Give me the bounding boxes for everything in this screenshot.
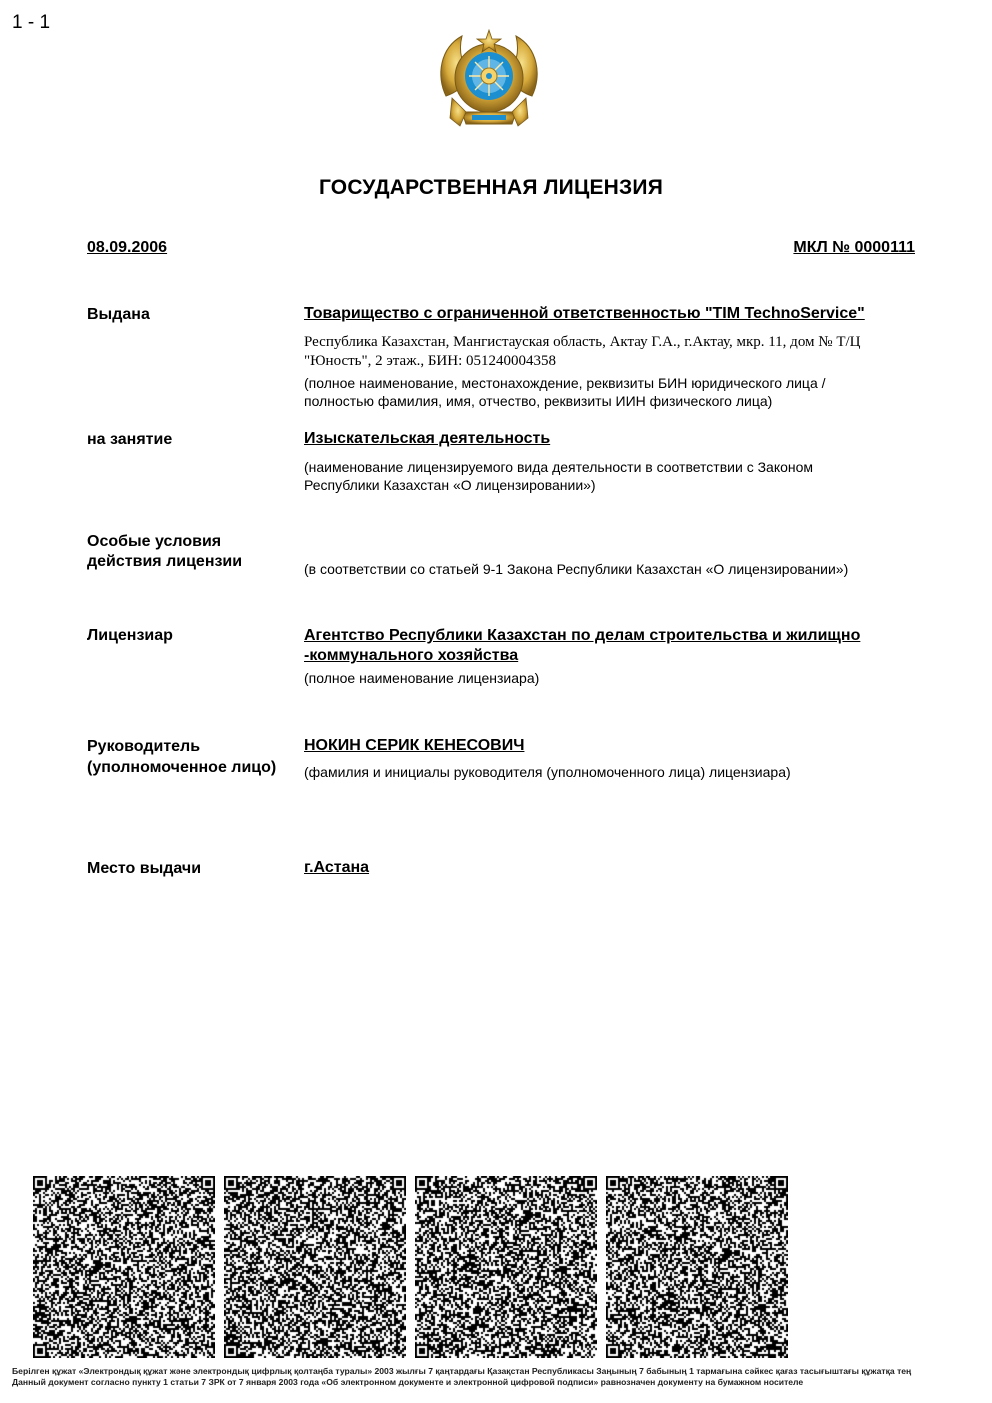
footer-legal-text — [12, 1366, 982, 1388]
issue-date: 08.09.2006 — [87, 239, 168, 256]
activity-value: Изыскательская деятельность — [304, 430, 551, 447]
page-number: 1 - 1 — [12, 12, 51, 33]
licensor-value-line1: Агентство Республики Казахстан по делам строительства и жилищно — [304, 627, 861, 644]
activity-label: на занятие — [87, 431, 173, 448]
footer-line2: Данный документ согласно пункту 1 статьи 7 ЗРК от 7 января 2003 года «Об электронном документе и электронной цифровой подписи» равнозначен документу на бумажном носителе — [12, 1377, 804, 1387]
special-conditions-label-line1: Особые условия — [87, 533, 222, 550]
issued-to-value: Товарищество с ограниченной ответственностью "TIM TechnoService" — [304, 305, 865, 322]
special-conditions-label-line2: действия лицензии — [87, 553, 243, 570]
qr-code-icon — [224, 1176, 406, 1358]
head-label-line1: Руководитель — [87, 738, 201, 755]
head-label-line2: (уполномоченное лицо) — [87, 759, 277, 776]
footer-line1: Берілген құжат «Электрондық құжат және электрондық цифрлық қолтаңба туралы» 2003 жылғы 7 қаңтардағы Қазақстан Республикасы Заңының 7 бабының 1 тармағына сәйкес қағаз тасығыштағы құжатқа тең — [12, 1366, 912, 1376]
issued-to-address-line1: Республика Казахстан, Мангистауская область, Актау Г.А., г.Актау, мкр. 11, дом № Т/Ц — [304, 334, 861, 350]
issued-to-label: Выдана — [87, 306, 150, 323]
state-emblem-icon — [432, 26, 546, 136]
licensor-label: Лицензиар — [87, 627, 173, 644]
place-value: г.Астана — [304, 859, 370, 876]
licensor-value-line2: -коммунального хозяйства — [304, 647, 519, 664]
licensor-note: (полное наименование лицензиара) — [304, 670, 540, 686]
issued-to-address-line2: "Юность", 2 этаж., БИН: 051240004358 — [304, 353, 557, 369]
qr-code-icon — [415, 1176, 597, 1358]
special-conditions-note: (в соответствии со статьей 9-1 Закона Республики Казахстан «О лицензировании») — [304, 561, 849, 577]
issued-to-note-line2: полностью фамилия, имя, отчество, реквизиты ИИН физического лица) — [304, 393, 773, 409]
activity-note-line2: Республики Казахстан «О лицензировании») — [304, 477, 596, 493]
place-label: Место выдачи — [87, 860, 202, 877]
activity-note-line1: (наименование лицензируемого вида деятельности в соответствии с Законом — [304, 459, 814, 475]
head-value: НОКИН СЕРИК КЕНЕСОВИЧ — [304, 737, 525, 754]
license-number: МКЛ № 0000111 — [793, 239, 915, 256]
head-note: (фамилия и инициалы руководителя (уполномоченного лица) лицензиара) — [304, 764, 791, 780]
document-title: ГОСУДАРСТВЕННАЯ ЛИЦЕНЗИЯ — [318, 176, 663, 199]
qr-code-icon — [33, 1176, 215, 1358]
qr-code-icon — [606, 1176, 788, 1358]
issued-to-note-line1: (полное наименование, местонахождение, реквизиты БИН юридического лица / — [304, 375, 826, 391]
